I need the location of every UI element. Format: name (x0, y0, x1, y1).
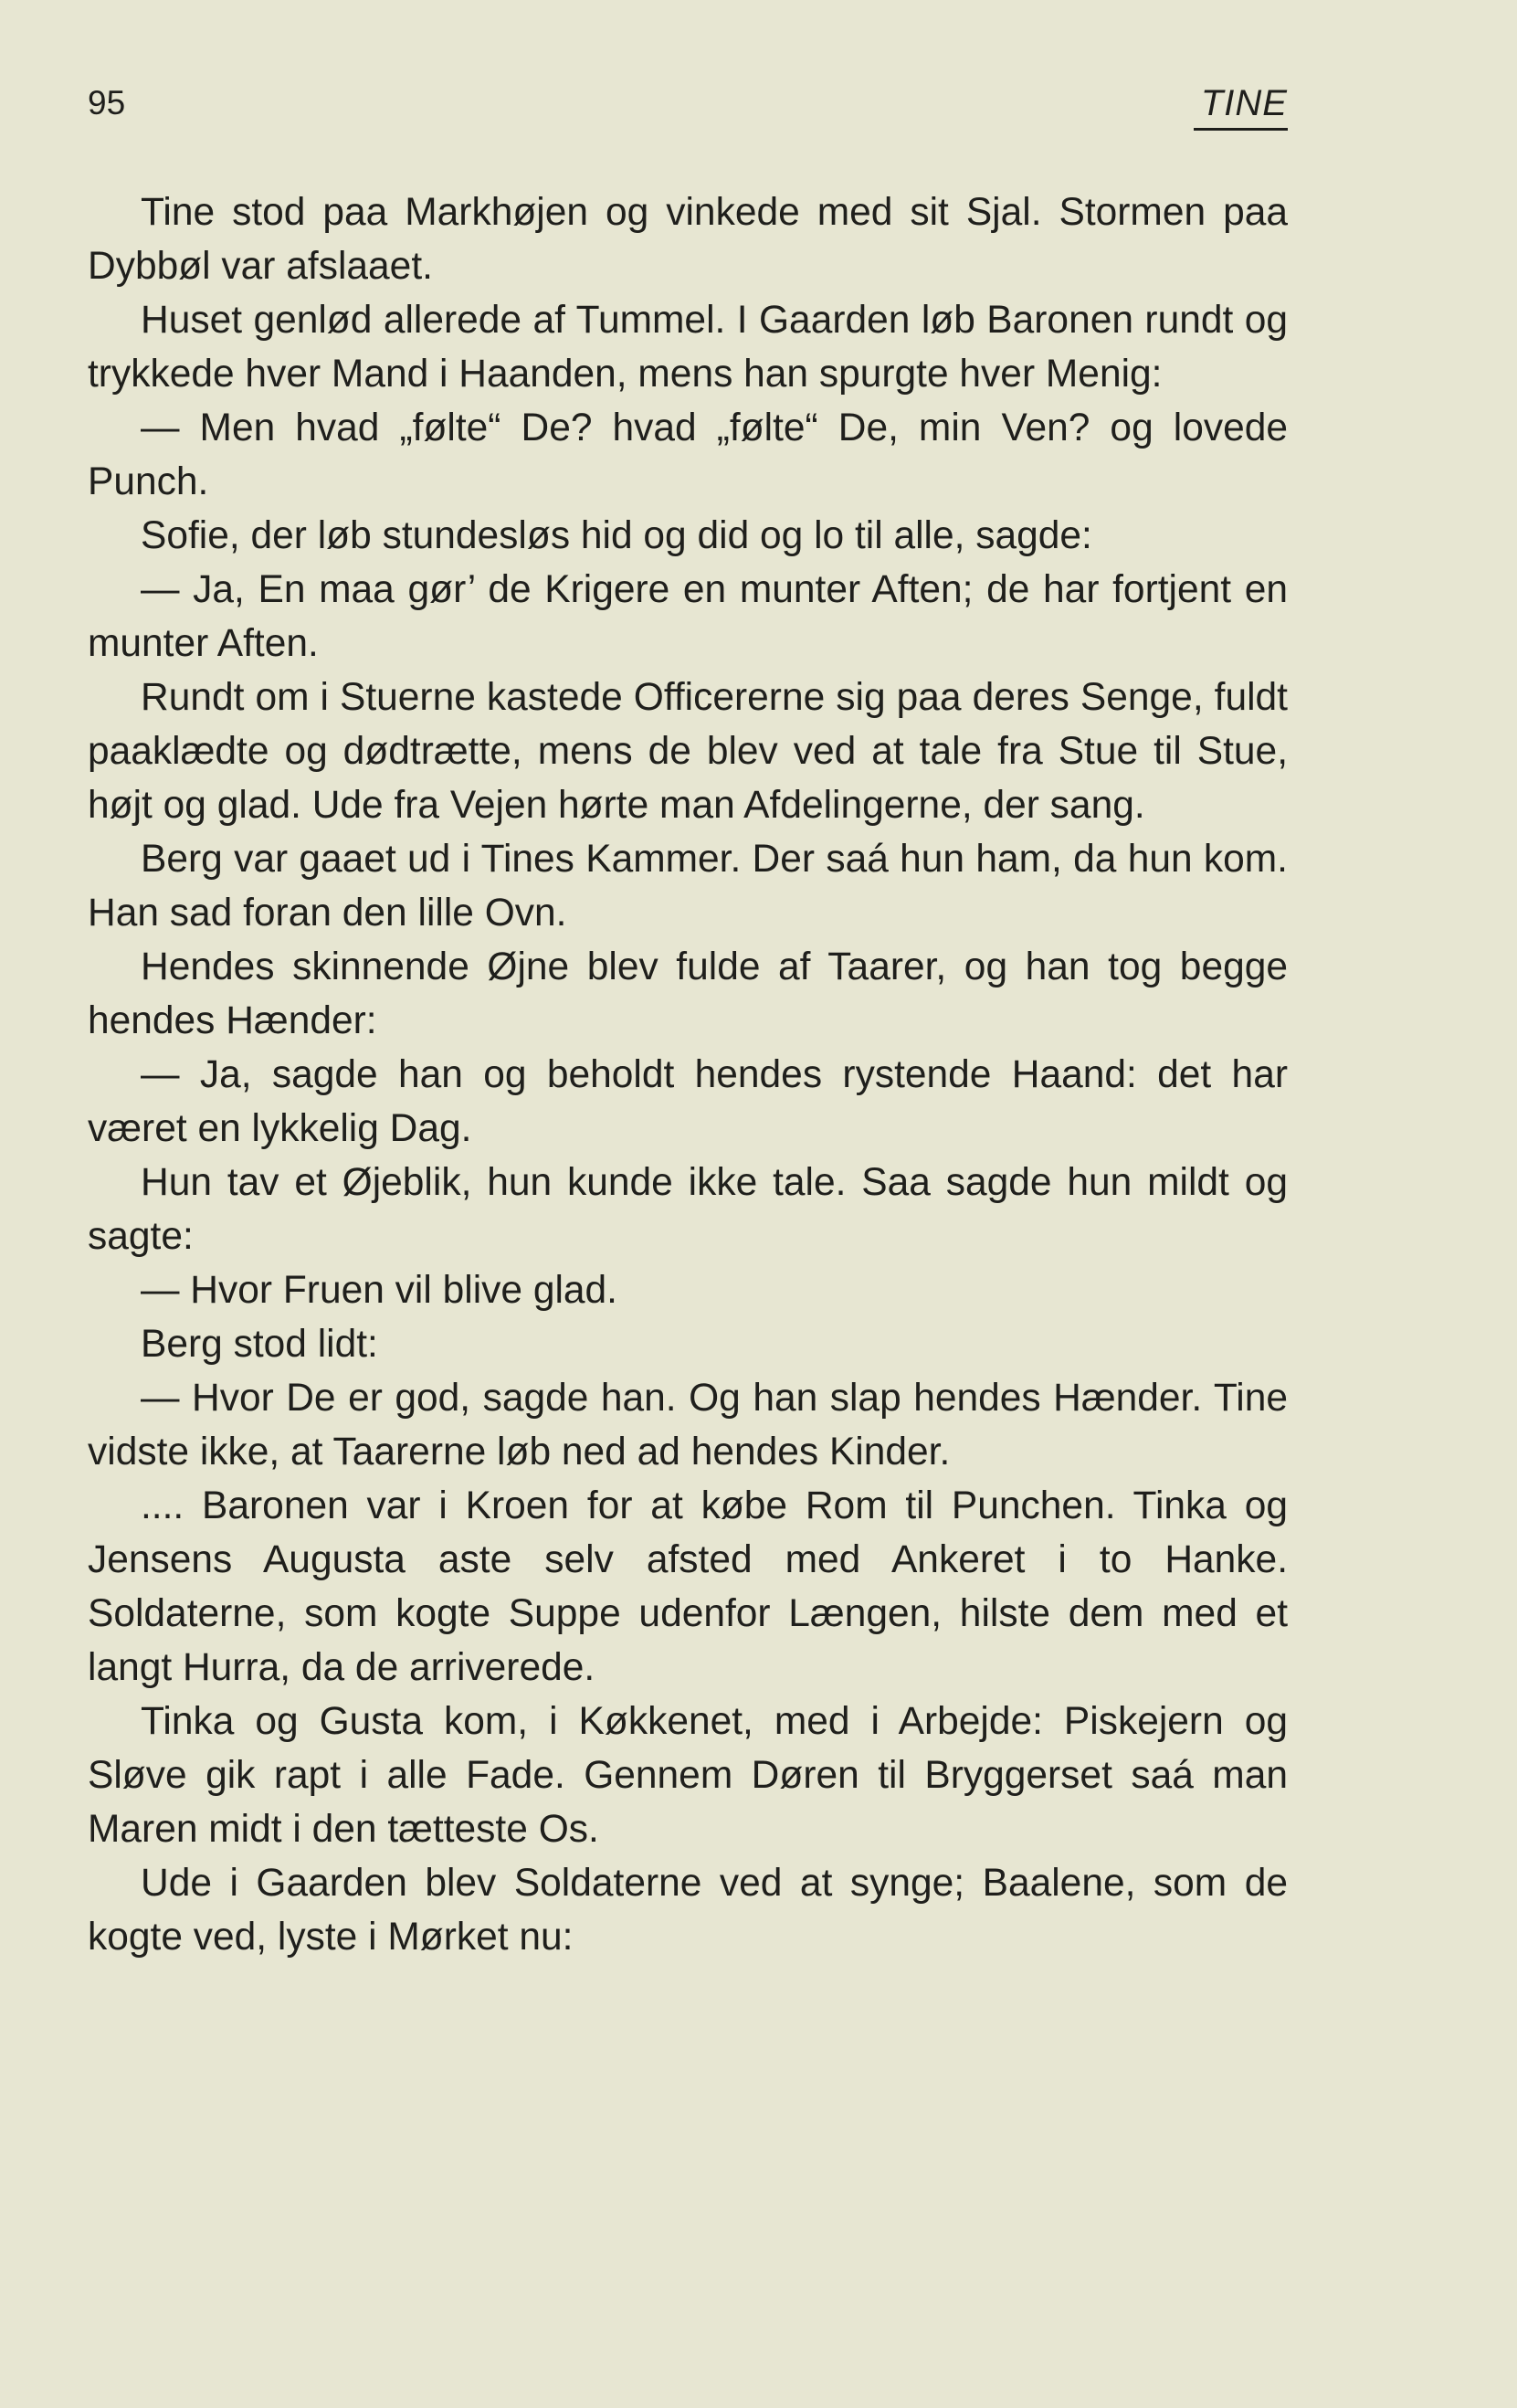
paragraph: — Ja, En maa gør’ de Krigere en munter Aften; de har fortjent en munter Aften. (88, 568, 1288, 665)
page-number: 95 (88, 84, 126, 121)
page-header (88, 80, 1288, 135)
running-head: TINE (1194, 80, 1288, 131)
paragraph: Hun tav et Øjeblik, hun kunde ikke tale. Saa sagde hun mildt og sagte: (88, 1161, 1288, 1258)
paragraph: — Hvor De er god, sagde han. Og han slap hendes Hænder. Tine vidste ikke, at Taarerne løb ned ad hendes Kinder. (88, 1377, 1288, 1473)
paragraph: Tine stod paa Markhøjen og vinkede med sit Sjal. Stormen paa Dybbøl var afslaaet. (88, 191, 1288, 288)
paragraph: Ude i Gaarden blev Soldaterne ved at synge; Baalene, som de kogte ved, lyste i Mørket nu: (88, 1862, 1288, 1959)
paragraph: — Ja, sagde han og beholdt hendes rystende Haand: det har været en lykkelig Dag. (88, 1053, 1288, 1150)
paragraph: — Hvor Fruen vil blive glad. (141, 1269, 617, 1312)
paragraph: Hendes skinnende Øjne blev fulde af Taarer, og han tog begge hendes Hænder: (88, 945, 1288, 1042)
paragraph: .... Baronen var i Kroen for at købe Rom til Punchen. Tinka og Jensens Augusta aste selv afsted med Ankeret i to Hanke. Soldaterne, som kogte Suppe udenfor Længen, hilste dem med et langt Hurra, da de arriverede. (88, 1484, 1288, 1689)
paragraph: Sofie, der løb stundesløs hid og did og lo til alle, sagde: (141, 514, 1092, 557)
paragraph: Huset genlød allerede af Tummel. I Gaarden løb Baronen rundt og trykkede hver Mand i Haanden, mens han spurgte hver Menig: (88, 299, 1288, 396)
paragraph: — Men hvad „følte“ De? hvad „følte“ De, min Ven? og lovede Punch. (88, 407, 1288, 503)
paragraph: Rundt om i Stuerne kastede Officererne sig paa deres Senge, fuldt paaklædte og dødtrætte, mens de blev ved at tale fra Stue til Stue, højt og glad. Ude fra Vejen hørte man Afdelingerne, der sang. (88, 676, 1288, 827)
paragraph: Berg stod lidt: (141, 1323, 378, 1366)
body-text (88, 185, 1288, 1964)
paragraph: Berg var gaaet ud i Tines Kammer. Der saá hun ham, da hun kom. Han sad foran den lille Ovn. (88, 838, 1288, 935)
paragraph: Tinka og Gusta kom, i Køkkenet, med i Arbejde: Piskejern og Sløve gik rapt i alle Fade. Gennem Døren til Bryggerset saá man Maren midt i den tætteste Os. (88, 1700, 1288, 1851)
